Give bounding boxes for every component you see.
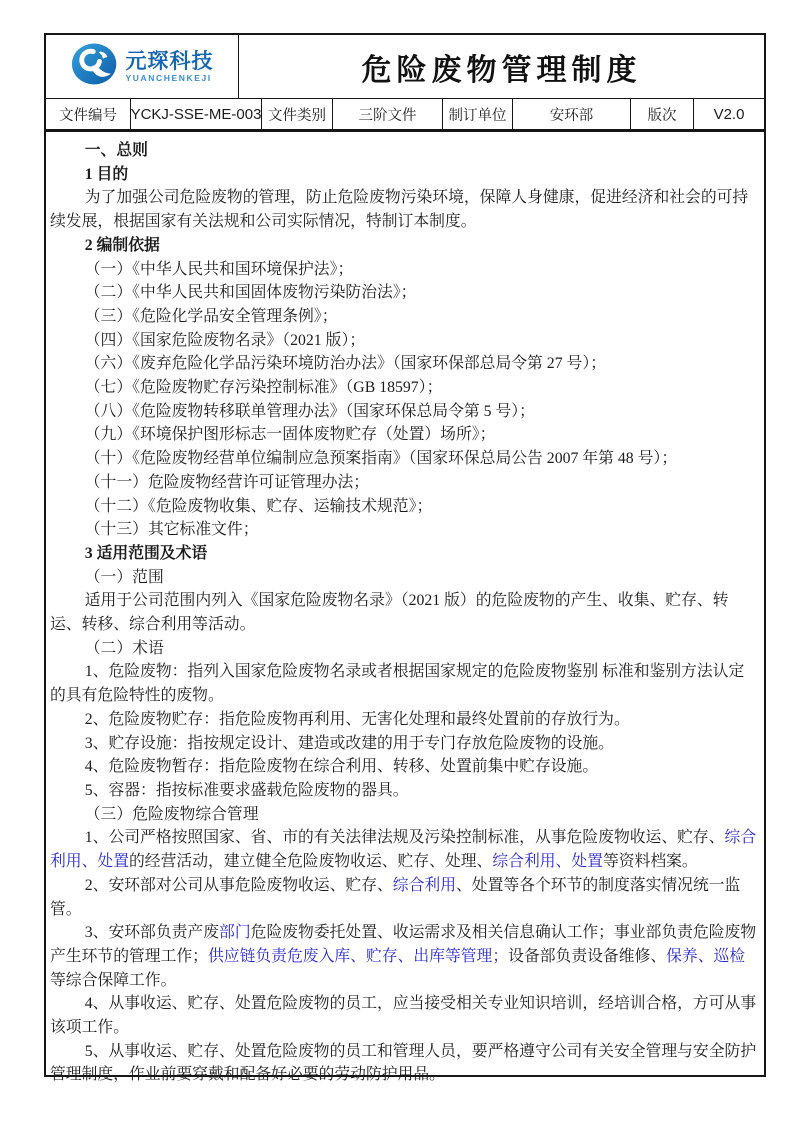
text-segment: 4、从事收运、贮存、处置危险废物的员工，应当接受相关专业知识培训，经培训合格，方可从事该项工作。 <box>50 995 757 1037</box>
body-paragraph <box>50 755 760 779</box>
meta-label-doc-category: 文件类别 <box>262 99 333 129</box>
meta-value-version: V2.0 <box>713 105 745 123</box>
text-segment: 1 目的 <box>84 165 129 183</box>
body-paragraph <box>50 305 760 329</box>
text-segment: （十二）《危险废物收集、贮存、运输技术规范》； <box>84 497 433 515</box>
body-paragraph <box>50 566 760 590</box>
body-paragraph <box>50 803 760 827</box>
text-segment: 的经营活动，建立健全危险废物收运、贮存、处理、 <box>129 853 493 871</box>
body-paragraph <box>50 447 760 471</box>
text-segment: （九）《环境保护图形标志一固体废物贮存（处置）场所》； <box>84 426 496 444</box>
body-paragraph <box>50 732 760 756</box>
text-segment: 一、总则 <box>84 142 148 159</box>
body-paragraph <box>50 589 760 636</box>
body-paragraph <box>50 992 760 1039</box>
text-segment: （三）危险废物综合管理 <box>84 805 259 823</box>
body-paragraph <box>50 376 760 400</box>
text-segment: 适用于公司范围内列入《国家危险废物名录》（2021 版）的危险废物的产生、收集、贮存、转运、转移、综合利用等活动。 <box>50 592 729 634</box>
highlighted-text-segment: 保养、巡检 <box>666 947 746 965</box>
body-paragraph <box>50 826 760 873</box>
text-segment: 2、安环部对公司从事危险废物收运、贮存、 <box>84 876 393 894</box>
meta-value-doc-number: YCKJ-SSE-ME-003 <box>131 99 262 129</box>
text-segment: （一）《中华人民共和国环境保护法》； <box>84 260 354 278</box>
yuanchen-swoosh-icon <box>71 42 119 91</box>
title-cell <box>239 35 764 98</box>
text-segment: 3、贮存设施：指按规定设计、建造或改建的用于专门存放危险废物的设施。 <box>84 734 614 752</box>
highlighted-text-segment: 综合利用 <box>392 876 456 894</box>
text-segment: 1、危险废物：指列入国家危险废物名录或者根据国家规定的危险废物鉴别 标准和鉴别方法认定的具有危险特性的废物。 <box>50 663 745 705</box>
text-segment: （十三）其它标准文件； <box>84 521 259 539</box>
text-segment: 5、容器：指按标准要求盛载危险废物的器具。 <box>84 781 409 799</box>
text-segment: 、处置等各个环节的制度落实情况统一监管。 <box>50 876 741 918</box>
text-segment: 2、危险废物贮存：指危险废物再利用、无害化处理和最终处置前的存放行为。 <box>84 710 630 728</box>
text-segment: （七）《危险废物贮存污染控制标准》（GB 18597）； <box>84 379 443 397</box>
text-segment: 3 适用范围及术语 <box>84 544 208 562</box>
text-segment: （八）《危险废物转移联单管理办法》（国家环保总局令第 5 号）； <box>84 402 535 420</box>
body-paragraph <box>50 495 760 519</box>
body-paragraph <box>50 186 760 233</box>
body-paragraph <box>50 779 760 803</box>
text-segment: （十一）危险废物经营许可证管理办法； <box>84 473 370 491</box>
text-segment: 设备部负责设备维修、 <box>508 947 667 965</box>
document-meta-row <box>46 99 764 132</box>
text-segment: 危险废物委托处置、收运需求及相关信息确认工作；事业部负责危险废物产生环节的管理工作； <box>50 924 757 965</box>
text-segment: 3、安环部负责产废 <box>84 924 220 942</box>
body-paragraph <box>50 921 760 992</box>
body-paragraph <box>50 660 760 707</box>
text-segment: 1、公司严格按照国家、省、市的有关法律法规及污染控制标准，从事危险废物收运、贮存、 <box>84 829 725 847</box>
section-heading <box>50 163 760 187</box>
meta-label-version: 版次 <box>631 99 694 129</box>
text-segment: 5、从事收运、贮存、处置危险废物的员工和管理人员，要严格遵守公司有关安全管理与安全防护管理制度，作业前要穿戴和配备好必要的劳动防护用品。 <box>50 1042 757 1084</box>
section-heading <box>50 542 760 566</box>
document-header <box>46 35 764 99</box>
body-paragraph <box>50 258 760 282</box>
text-segment: （十）《危险废物经营单位编制应急预案指南》（国家环保总局公告 2007 年第 48 号）； <box>84 450 678 468</box>
body-paragraph <box>50 400 760 424</box>
logo-name-cn: 元琛科技 <box>125 49 214 73</box>
body-paragraph <box>50 1040 760 1087</box>
body-paragraph <box>50 281 760 305</box>
highlighted-text-segment: 综合利用、处置 <box>50 829 757 871</box>
highlighted-text-segment: 部门 <box>219 924 251 942</box>
body-paragraph <box>50 637 760 661</box>
meta-value-issuing-unit: 安环部 <box>513 99 631 129</box>
text-segment: 4、危险废物暂存：指危险废物在综合利用、转移、处置前集中贮存设施。 <box>84 758 599 776</box>
text-segment: （一）范围 <box>84 568 164 586</box>
meta-label-issuing-unit: 制订单位 <box>443 99 513 129</box>
document-frame <box>44 33 766 1084</box>
highlighted-text-segment: 供应链负责危废入库、贮存、出库等管理； <box>207 947 509 965</box>
logo-name-en: YUANCHENKEJI <box>125 72 212 83</box>
text-segment: 等综合保障工作。 <box>50 971 177 989</box>
document-body <box>46 132 764 1087</box>
section-heading <box>50 139 760 163</box>
body-paragraph <box>50 874 760 921</box>
text-segment: （二）《中华人民共和国固体废物污染防治法》； <box>84 284 417 302</box>
text-segment: （三）《危险化学品安全管理条例》； <box>84 307 338 325</box>
meta-label-doc-number: 文件编号 <box>46 99 131 129</box>
highlighted-text-segment: 综合利用、处置 <box>492 853 603 871</box>
document-title: 危险废物管理制度 <box>361 53 642 87</box>
meta-value-doc-category: 三阶文件 <box>333 99 443 129</box>
body-paragraph <box>50 352 760 376</box>
text-segment: （二）术语 <box>84 639 164 657</box>
body-paragraph <box>50 518 760 542</box>
logo-wordmark <box>126 51 214 83</box>
body-paragraph <box>50 423 760 447</box>
text-segment: 等资料档案。 <box>602 853 698 871</box>
company-logo <box>46 35 239 98</box>
text-segment: （六）《废弃危险化学品污染环境防治办法》（国家环保部总局令第 27 号）； <box>84 355 607 373</box>
body-paragraph <box>50 471 760 495</box>
text-segment: （四）《国家危险废物名录》（2021 版）； <box>84 331 366 349</box>
body-paragraph <box>50 708 760 732</box>
text-segment: 为了加强公司危险废物的管理，防止危险废物污染环境，保障人身健康，促进经济和社会的可持续发展，根据国家有关法规和公司实际情况，特制订本制度。 <box>50 189 749 231</box>
body-paragraph <box>50 329 760 353</box>
text-segment: 2 编制依据 <box>84 236 160 254</box>
section-heading <box>50 234 760 258</box>
